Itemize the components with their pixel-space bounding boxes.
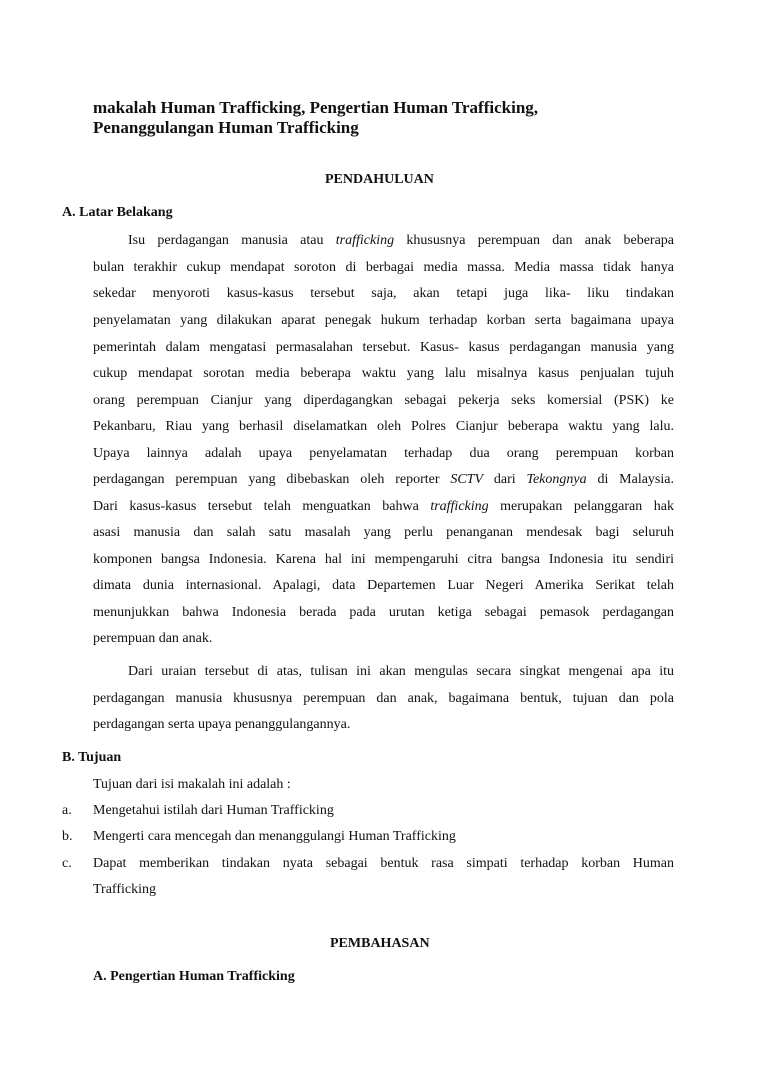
- list-marker-c: c.: [62, 856, 72, 871]
- tujuan-item-c-continuation: Trafficking: [93, 882, 156, 897]
- tujuan-item-b: Mengerti cara mencegah dan menanggulangi Human Trafficking: [93, 829, 456, 844]
- paragraph-1-line-8: Pekanbaru, Riau yang berhasil diselamatkan oleh Polres Cianjur beberapa waktu yang lalu.: [93, 419, 674, 434]
- paragraph-1-line-6: cukup mendapat sorotan media beberapa waktu yang lalu misalnya kasus penjualan tujuh: [93, 366, 674, 381]
- paragraph-2-line-3: perdagangan serta upaya penanggulangannya.: [93, 717, 351, 732]
- paragraph-1-line-3: sekedar menyoroti kasus-kasus tersebut saja, akan tetapi juga lika- liku tindakan: [93, 286, 674, 301]
- paragraph-1-line-13: komponen bangsa Indonesia. Karena hal ini mempengaruhi citra bangsa Indonesia itu sendiri: [93, 552, 674, 567]
- paragraph-1-line-14: dimata dunia internasional. Apalagi, data Departemen Luar Negeri Amerika Serikat telah: [93, 578, 674, 593]
- tujuan-item-a: Mengetahui istilah dari Human Trafficking: [93, 803, 334, 818]
- heading-pembahasan: PEMBAHASAN: [330, 936, 430, 951]
- paragraph-2-line-2: perdagangan manusia khususnya perempuan dan anak, bagaimana bentuk, tujuan dan pola: [93, 691, 674, 706]
- paragraph-1-line-16: perempuan dan anak.: [93, 631, 213, 646]
- paragraph-1-line-1: Isu perdagangan manusia atau trafficking khususnya perempuan dan anak beberapa: [128, 233, 674, 248]
- paragraph-1-line-10: perdagangan perempuan yang dibebaskan oleh reporter SCTV dari Tekongnya di Malaysia.: [93, 472, 674, 487]
- list-marker-b: b.: [62, 829, 73, 844]
- section-heading-pengertian: A. Pengertian Human Trafficking: [93, 969, 295, 984]
- paragraph-1-line-11: Dari kasus-kasus tersebut telah menguatkan bahwa trafficking merupakan pelanggaran hak: [93, 499, 674, 514]
- paragraph-1-line-2: bulan terakhir cukup mendapat soroton di berbagai media massa. Media massa tidak hanya: [93, 260, 674, 275]
- section-heading-latar-belakang: A. Latar Belakang: [62, 205, 173, 220]
- paragraph-1-line-9: Upaya lainnya adalah upaya penyelamatan terhadap dua orang perempuan korban: [93, 446, 674, 461]
- paragraph-2-line-1: Dari uraian tersebut di atas, tulisan ini akan mengulas secara singkat mengenai apa itu: [128, 664, 674, 679]
- document-title-line-2: Penanggulangan Human Trafficking: [93, 118, 359, 137]
- document-title-line-1: makalah Human Trafficking, Pengertian Human Trafficking,: [93, 98, 539, 117]
- list-marker-a: a.: [62, 803, 72, 818]
- heading-pendahuluan: PENDAHULUAN: [325, 172, 434, 187]
- paragraph-1-line-12: asasi manusia dan salah satu masalah yang perlu penanganan mendesak bagi seluruh: [93, 525, 674, 540]
- section-heading-tujuan: B. Tujuan: [62, 750, 122, 765]
- tujuan-intro: Tujuan dari isi makalah ini adalah :: [93, 777, 291, 792]
- tujuan-item-c: Dapat memberikan tindakan nyata sebagai bentuk rasa simpati terhadap korban Human: [93, 856, 674, 871]
- paragraph-1-line-7: orang perempuan Cianjur yang diperdagangkan sebagai pekerja seks komersial (PSK) ke: [93, 393, 674, 408]
- paragraph-1-line-4: penyelamatan yang dilakukan aparat penegak hukum terhadap korban serta bagaimana upaya: [93, 313, 674, 328]
- paragraph-1-line-5: pemerintah dalam mengatasi permasalahan tersebut. Kasus- kasus perdagangan manusia yang: [93, 340, 674, 355]
- paragraph-1-line-15: menunjukkan bahwa Indonesia berada pada urutan ketiga sebagai pemasok perdagangan: [93, 605, 674, 620]
